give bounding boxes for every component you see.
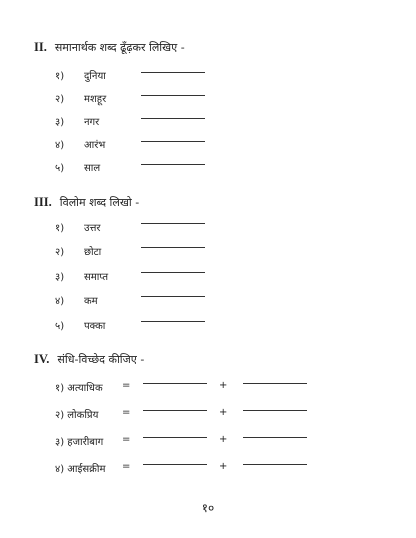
list-item bbox=[0, 68, 416, 84]
answer-blank-second[interactable] bbox=[243, 383, 307, 384]
list-item bbox=[0, 220, 416, 236]
answer-blank[interactable] bbox=[141, 95, 205, 96]
list-item bbox=[0, 160, 416, 176]
item-number: १) bbox=[55, 71, 65, 82]
item-word: मशहूर bbox=[84, 94, 107, 105]
item-word: साल bbox=[84, 163, 101, 174]
section-iii-numeral: III. bbox=[34, 195, 52, 209]
answer-blank[interactable] bbox=[141, 164, 205, 165]
answer-blank[interactable] bbox=[141, 247, 205, 248]
answer-blank[interactable] bbox=[141, 296, 205, 297]
item-word: दुनिया bbox=[84, 71, 106, 82]
section-iii-title: विलोम शब्द लिखो - bbox=[59, 196, 140, 209]
answer-blank-first[interactable] bbox=[143, 464, 207, 465]
item-number: ३) bbox=[55, 117, 65, 128]
plus-sign: + bbox=[219, 461, 228, 472]
list-item bbox=[0, 434, 416, 450]
section-iv-heading bbox=[34, 352, 144, 367]
equals-sign: = bbox=[122, 434, 131, 445]
item-word: उत्तर bbox=[84, 223, 101, 234]
item-number: १) bbox=[55, 223, 65, 234]
item-number: २) bbox=[55, 247, 65, 258]
section-ii-heading bbox=[34, 40, 185, 55]
item-number: ३) bbox=[55, 272, 65, 283]
answer-blank[interactable] bbox=[141, 272, 205, 273]
item-word: पक्का bbox=[84, 321, 106, 332]
plus-sign: + bbox=[219, 407, 228, 418]
answer-blank-first[interactable] bbox=[143, 410, 207, 411]
item-label: ४) आईसक्रीम bbox=[55, 464, 106, 475]
answer-blank-second[interactable] bbox=[243, 410, 307, 411]
list-item bbox=[0, 244, 416, 260]
item-label: ३) हजारीबाग bbox=[55, 437, 104, 448]
list-item bbox=[0, 380, 416, 396]
equals-sign: = bbox=[122, 407, 131, 418]
item-word: आरंभ bbox=[84, 140, 106, 151]
section-iv-numeral: IV. bbox=[34, 352, 50, 366]
item-number: ५) bbox=[55, 321, 65, 332]
list-item bbox=[0, 91, 416, 107]
item-number: ५) bbox=[55, 163, 65, 174]
list-item bbox=[0, 114, 416, 130]
item-word: नगर bbox=[84, 117, 100, 128]
page-number: १० bbox=[201, 501, 215, 515]
list-item bbox=[0, 461, 416, 477]
item-label: १) अत्याधिक bbox=[55, 383, 103, 394]
item-number: ४) bbox=[55, 296, 65, 307]
answer-blank[interactable] bbox=[141, 321, 205, 322]
section-iv-title: संधि-विच्छेद कीजिए - bbox=[57, 353, 145, 366]
item-number: २) bbox=[55, 94, 65, 105]
plus-sign: + bbox=[219, 434, 228, 445]
plus-sign: + bbox=[219, 380, 228, 391]
section-iii-heading bbox=[34, 195, 139, 210]
answer-blank-second[interactable] bbox=[243, 464, 307, 465]
answer-blank-first[interactable] bbox=[143, 437, 207, 438]
answer-blank[interactable] bbox=[141, 141, 205, 142]
item-word: समाप्त bbox=[84, 272, 109, 283]
answer-blank[interactable] bbox=[141, 118, 205, 119]
section-ii-numeral: II. bbox=[34, 40, 47, 54]
list-item bbox=[0, 137, 416, 153]
answer-blank[interactable] bbox=[141, 223, 205, 224]
item-number: ४) bbox=[55, 140, 65, 151]
item-word: छोटा bbox=[84, 247, 102, 258]
answer-blank[interactable] bbox=[141, 72, 205, 73]
equals-sign: = bbox=[122, 380, 131, 391]
list-item bbox=[0, 407, 416, 423]
section-ii-title: समानार्थक शब्द ढूँढ़कर लिखिए - bbox=[54, 41, 185, 54]
list-item bbox=[0, 269, 416, 285]
list-item bbox=[0, 318, 416, 334]
answer-blank-second[interactable] bbox=[243, 437, 307, 438]
item-word: कम bbox=[84, 296, 98, 307]
answer-blank-first[interactable] bbox=[143, 383, 207, 384]
item-label: २) लोकप्रिय bbox=[55, 410, 99, 421]
equals-sign: = bbox=[122, 461, 131, 472]
list-item bbox=[0, 293, 416, 309]
